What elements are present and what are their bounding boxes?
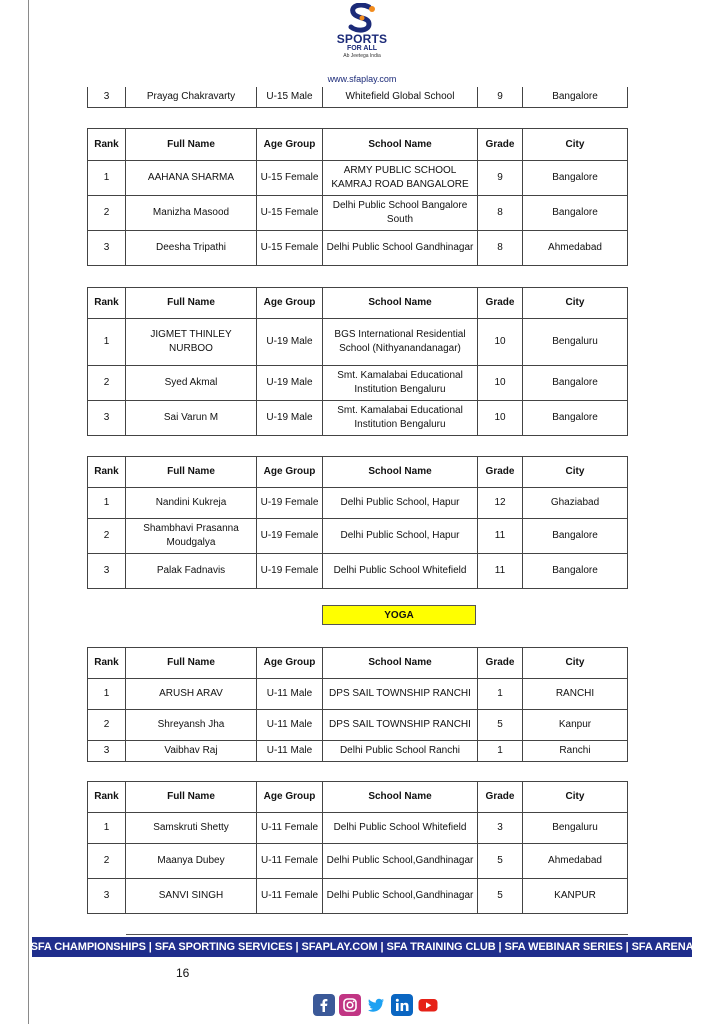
header-rank: Rank xyxy=(88,648,126,679)
age-cell: U-19 Female xyxy=(257,554,323,589)
twitter-icon[interactable] xyxy=(365,994,387,1016)
page-number: 16 xyxy=(176,966,190,980)
results-table-yoga-u11-male xyxy=(87,647,628,762)
rank-cell: 1 xyxy=(88,679,126,710)
header-rank: Rank xyxy=(88,129,126,161)
header-city: City xyxy=(523,129,628,161)
school-cell: Delhi Public School Whitefield xyxy=(323,813,478,844)
city-cell: Bangalore xyxy=(523,161,628,196)
grade-cell: 12 xyxy=(478,488,523,519)
city-cell: Bangalore xyxy=(523,401,628,436)
name-cell: Sai Varun M xyxy=(126,401,257,436)
name-cell: SANVI SINGH xyxy=(126,879,257,914)
grade-cell: 1 xyxy=(478,679,523,710)
footer-divider xyxy=(126,934,628,935)
grade-cell: 10 xyxy=(478,319,523,366)
header-city: City xyxy=(523,782,628,813)
age-cell: U-15 Female xyxy=(257,161,323,196)
school-cell: DPS SAIL TOWNSHIP RANCHI xyxy=(323,710,478,741)
name-cell: Prayag Chakravarty xyxy=(126,87,257,107)
city-cell: KANPUR xyxy=(523,879,628,914)
age-cell: U-15 Female xyxy=(257,231,323,266)
grade-cell: 9 xyxy=(478,161,523,196)
city-cell: Ranchi xyxy=(523,741,628,762)
age-cell: U-11 Male xyxy=(257,679,323,710)
school-cell: Delhi Public School Ranchi xyxy=(323,741,478,762)
table-header-row xyxy=(88,457,628,488)
table-row xyxy=(88,488,628,519)
rank-cell: 1 xyxy=(88,488,126,519)
header-city: City xyxy=(523,288,628,319)
grade-cell: 3 xyxy=(478,813,523,844)
header-grade: Grade xyxy=(478,648,523,679)
rank-cell: 3 xyxy=(88,87,126,107)
header-school-name: School Name xyxy=(323,782,478,813)
city-cell: Ghaziabad xyxy=(523,488,628,519)
header-grade: Grade xyxy=(478,129,523,161)
page-left-border xyxy=(28,0,29,1024)
header-school-name: School Name xyxy=(323,288,478,319)
grade-cell: 5 xyxy=(478,844,523,879)
grade-cell: 11 xyxy=(478,554,523,589)
header-full-name: Full Name xyxy=(126,129,257,161)
name-cell: Nandini Kukreja xyxy=(126,488,257,519)
age-cell: U-15 Female xyxy=(257,196,323,231)
table-header-row xyxy=(88,782,628,813)
website-url: www.sfaplay.com xyxy=(327,74,397,84)
school-cell: DPS SAIL TOWNSHIP RANCHI xyxy=(323,679,478,710)
age-cell: U-19 Male xyxy=(257,366,323,401)
rank-cell: 2 xyxy=(88,366,126,401)
age-cell: U-11 Male xyxy=(257,741,323,762)
header-rank: Rank xyxy=(88,782,126,813)
city-cell: Bangalore xyxy=(523,519,628,554)
results-table-u19-male xyxy=(87,287,628,436)
city-cell: Bangalore xyxy=(523,554,628,589)
rank-cell: 3 xyxy=(88,879,126,914)
rank-cell: 1 xyxy=(88,319,126,366)
yoga-section-heading: YOGA xyxy=(322,605,476,625)
name-cell: Deesha Tripathi xyxy=(126,231,257,266)
city-cell: Bengaluru xyxy=(523,813,628,844)
city-cell: Bangalore xyxy=(523,196,628,231)
school-cell: Delhi Public School Gandhinagar xyxy=(323,231,478,266)
table-row xyxy=(88,231,628,266)
age-cell: U-11 Male xyxy=(257,710,323,741)
age-cell: U-19 Female xyxy=(257,519,323,554)
linkedin-icon[interactable] xyxy=(391,994,413,1016)
results-table-u15-female xyxy=(87,128,628,266)
city-cell: Bangalore xyxy=(523,87,628,107)
school-cell: ARMY PUBLIC SCHOOL KAMRAJ ROAD BANGALORE xyxy=(323,161,478,196)
header-full-name: Full Name xyxy=(126,782,257,813)
city-cell: Ahmedabad xyxy=(523,844,628,879)
footer-banner: SFA CHAMPIONSHIPS | SFA SPORTING SERVICES | SFAPLAY.COM | SFA TRAINING CLUB | SFA WEBINAR SERIES | SFA ARENA xyxy=(32,937,692,957)
header-school-name: School Name xyxy=(323,648,478,679)
table-row xyxy=(88,710,628,741)
grade-cell: 5 xyxy=(478,710,523,741)
rank-cell: 2 xyxy=(88,519,126,554)
grade-cell: 8 xyxy=(478,196,523,231)
school-cell: Delhi Public School Whitefield xyxy=(323,554,478,589)
header-city: City xyxy=(523,457,628,488)
age-cell: U-15 Male xyxy=(257,87,323,107)
table-row xyxy=(88,196,628,231)
name-cell: Samskruti Shetty xyxy=(126,813,257,844)
header-age-group: Age Group xyxy=(257,288,323,319)
name-cell: Shambhavi Prasanna Moudgalya xyxy=(126,519,257,554)
rank-cell: 3 xyxy=(88,741,126,762)
continued-results-table xyxy=(87,87,628,108)
age-cell: U-19 Female xyxy=(257,488,323,519)
school-cell: BGS International Residential School (Nithyanandanagar) xyxy=(323,319,478,366)
header-age-group: Age Group xyxy=(257,782,323,813)
name-cell: Palak Fadnavis xyxy=(126,554,257,589)
instagram-icon[interactable] xyxy=(339,994,361,1016)
age-cell: U-19 Male xyxy=(257,319,323,366)
name-cell: Manizha Masood xyxy=(126,196,257,231)
city-cell: Ahmedabad xyxy=(523,231,628,266)
header-school-name: School Name xyxy=(323,129,478,161)
header-grade: Grade xyxy=(478,457,523,488)
rank-cell: 3 xyxy=(88,554,126,589)
name-cell: AAHANA SHARMA xyxy=(126,161,257,196)
school-cell: Delhi Public School,Gandhinagar xyxy=(323,879,478,914)
rank-cell: 3 xyxy=(88,231,126,266)
table-row xyxy=(88,161,628,196)
city-cell: Bangalore xyxy=(523,366,628,401)
city-cell: Kanpur xyxy=(523,710,628,741)
table-header-row xyxy=(88,129,628,161)
age-cell: U-11 Female xyxy=(257,813,323,844)
rank-cell: 2 xyxy=(88,844,126,879)
table-row xyxy=(88,741,628,762)
name-cell: Shreyansh Jha xyxy=(126,710,257,741)
table-row xyxy=(88,879,628,914)
rank-cell: 1 xyxy=(88,813,126,844)
table-row xyxy=(88,554,628,589)
table-row xyxy=(88,813,628,844)
rank-cell: 2 xyxy=(88,196,126,231)
header-school-name: School Name xyxy=(323,457,478,488)
header-rank: Rank xyxy=(88,457,126,488)
header-age-group: Age Group xyxy=(257,648,323,679)
rank-cell: 2 xyxy=(88,710,126,741)
grade-cell: 1 xyxy=(478,741,523,762)
header-city: City xyxy=(523,648,628,679)
header-full-name: Full Name xyxy=(126,288,257,319)
grade-cell: 10 xyxy=(478,366,523,401)
facebook-icon[interactable] xyxy=(313,994,335,1016)
header-rank: Rank xyxy=(88,288,126,319)
name-cell: JIGMET THINLEY NURBOO xyxy=(126,319,257,366)
header-full-name: Full Name xyxy=(126,648,257,679)
city-cell: Bengaluru xyxy=(523,319,628,366)
table-row xyxy=(88,319,628,366)
social-links xyxy=(313,994,439,1016)
school-cell: Whitefield Global School xyxy=(323,87,478,107)
table-row xyxy=(88,401,628,436)
name-cell: ARUSH ARAV xyxy=(126,679,257,710)
header-grade: Grade xyxy=(478,288,523,319)
sfa-logo xyxy=(326,3,398,69)
age-cell: U-11 Female xyxy=(257,879,323,914)
grade-cell: 10 xyxy=(478,401,523,436)
city-cell: RANCHI xyxy=(523,679,628,710)
rank-cell: 3 xyxy=(88,401,126,436)
youtube-icon[interactable] xyxy=(417,994,439,1016)
name-cell: Syed Akmal xyxy=(126,366,257,401)
header-age-group: Age Group xyxy=(257,457,323,488)
grade-cell: 8 xyxy=(478,231,523,266)
school-cell: Smt. Kamalabai Educational Institution Bengaluru xyxy=(323,401,478,436)
table-row xyxy=(88,87,628,107)
table-header-row xyxy=(88,288,628,319)
rank-cell: 1 xyxy=(88,161,126,196)
header-grade: Grade xyxy=(478,782,523,813)
table-row xyxy=(88,679,628,710)
header-age-group: Age Group xyxy=(257,129,323,161)
table-row xyxy=(88,844,628,879)
age-cell: U-11 Female xyxy=(257,844,323,879)
sfa-logo-icon xyxy=(345,3,379,33)
grade-cell: 9 xyxy=(478,87,523,107)
school-cell: Delhi Public School, Hapur xyxy=(323,519,478,554)
age-cell: U-19 Male xyxy=(257,401,323,436)
grade-cell: 5 xyxy=(478,879,523,914)
school-cell: Smt. Kamalabai Educational Institution Bengaluru xyxy=(323,366,478,401)
logo-brand-line1: SPORTS xyxy=(336,32,388,46)
school-cell: Delhi Public School,Gandhinagar xyxy=(323,844,478,879)
name-cell: Vaibhav Raj xyxy=(126,741,257,762)
grade-cell: 11 xyxy=(478,519,523,554)
logo-brand-line2: FOR ALL xyxy=(346,45,378,52)
name-cell: Maanya Dubey xyxy=(126,844,257,879)
logo-tagline: Ab Jeetega India xyxy=(343,53,381,59)
table-row xyxy=(88,366,628,401)
table-row xyxy=(88,519,628,554)
school-cell: Delhi Public School, Hapur xyxy=(323,488,478,519)
results-table-yoga-u11-female xyxy=(87,781,628,914)
header-full-name: Full Name xyxy=(126,457,257,488)
results-table-u19-female xyxy=(87,456,628,589)
school-cell: Delhi Public School Bangalore South xyxy=(323,196,478,231)
table-header-row xyxy=(88,648,628,679)
